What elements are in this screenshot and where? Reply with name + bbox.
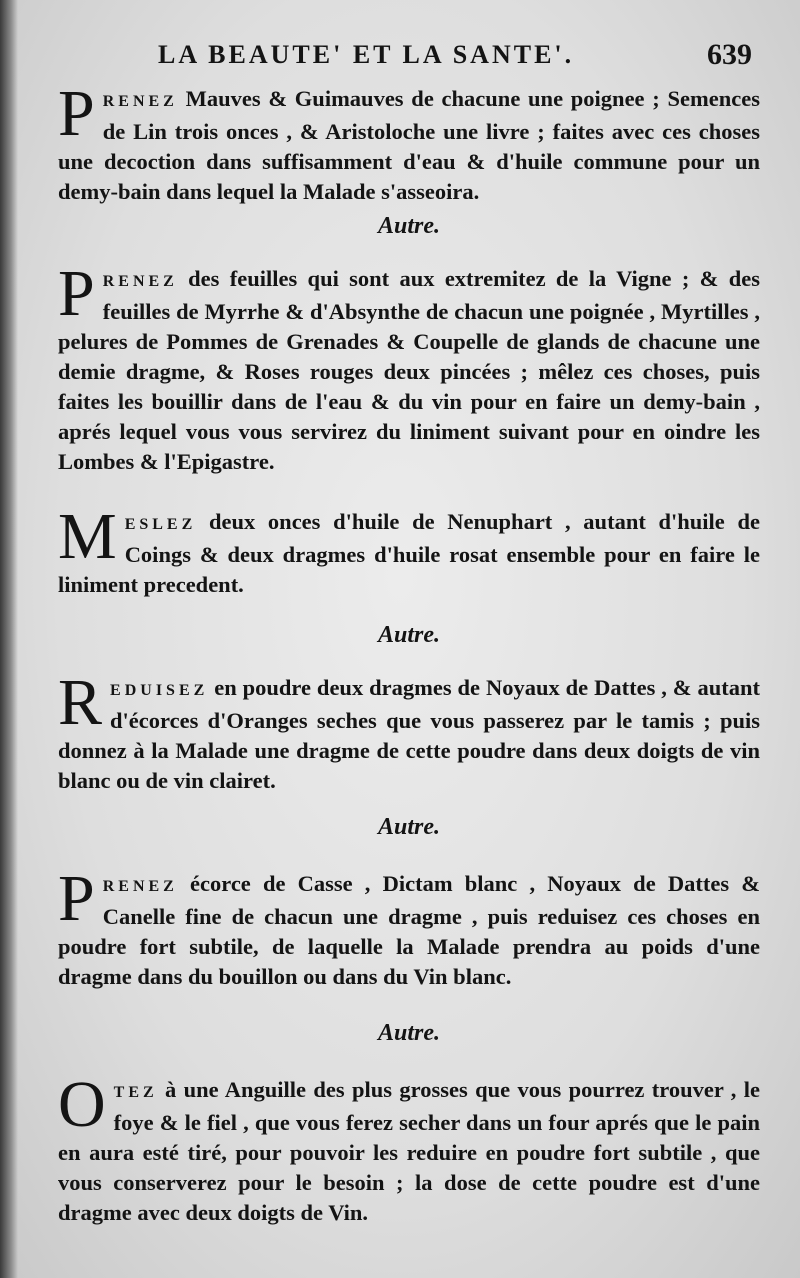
lead-word: RENEZ bbox=[102, 93, 178, 110]
paragraph-text: à une Anguille des plus grosses que vous pourrez trouver , le foye & le fiel , que vous ferez secher dans un four aprés que le pain en aura esté tiré, pour pouvoir les reduire en poudre fort subtile , que vous conserverez pour le besoin ; la dose de cette poudre est d'une dragme avec deux doigts de Vin. bbox=[58, 1077, 760, 1225]
paragraph-vigne bbox=[58, 257, 760, 477]
drop-cap: M bbox=[58, 500, 117, 573]
drop-cap: O bbox=[58, 1068, 106, 1141]
section-heading: Autre. bbox=[377, 213, 440, 239]
drop-cap: P bbox=[58, 862, 95, 935]
lead-word: RENEZ bbox=[102, 878, 178, 895]
paragraph-text: écorce de Casse , Dictam blanc , Noyaux de Dattes & Canelle fine de chacun une dragme , puis reduisez ces choses en poudre fort subtile, de laquelle la Malade prendra au poids d'une dragme dans du bouillon ou dans du Vin blanc. bbox=[58, 871, 760, 989]
paragraph-text: deux onces d'huile de Nenuphart , autant d'huile de Coings & deux dragmes d'huile rosat ensemble pour en faire le liniment precedent. bbox=[58, 509, 760, 597]
lead-word: EDUISEZ bbox=[110, 682, 209, 699]
paragraph-text: Mauves & Guimauves de chacune une poignee ; Semences de Lin trois onces , & Aristoloche une livre ; faites avec ces choses une decoction dans suffisamment d'eau & d'huile commune pour un demy-bain dans lequel la Malade s'asseoira. bbox=[58, 86, 760, 204]
running-title: LA BEAUTE' ET LA SANTE'. bbox=[158, 40, 575, 69]
section-heading: Autre. bbox=[377, 814, 440, 840]
drop-cap: P bbox=[58, 257, 95, 330]
paragraph-mauves bbox=[58, 77, 760, 207]
lead-word: RENEZ bbox=[102, 273, 178, 290]
section-heading: Autre. bbox=[377, 622, 440, 648]
paragraph-casse bbox=[58, 862, 760, 992]
lead-word: TEZ bbox=[113, 1084, 158, 1101]
paragraph-text: des feuilles qui sont aux extremitez de la Vigne ; & des feuilles de Myrrhe & d'Absynthe de chacun une poignée , Myrtilles , pelures de Pommes de Grenades & Coupelle de glands de chacune une demie dragme, & Roses rouges deux pincées ; mêlez ces choses, puis faites les bouillir dans de l'eau & du vin pour en faire un demy-bain , aprés lequel vous vous servirez du liniment suivant pour en oindre les Lombes & l'Epigastre. bbox=[58, 266, 760, 474]
drop-cap: R bbox=[58, 666, 103, 739]
lead-word: ESLEZ bbox=[124, 516, 197, 533]
running-head bbox=[58, 28, 760, 82]
drop-cap: P bbox=[58, 77, 95, 150]
paragraph-dattes bbox=[58, 666, 760, 796]
paragraph-nenuphart bbox=[58, 500, 760, 600]
section-heading: Autre. bbox=[377, 1020, 440, 1046]
paragraph-anguille bbox=[58, 1068, 760, 1228]
page-number: 639 bbox=[707, 38, 752, 71]
paragraph-text: en poudre deux dragmes de Noyaux de Dattes , & autant d'écorces d'Oranges seches que vous passerez par le tamis ; puis donnez à la Malade une dragme de cette poudre dans deux doigts de vin blanc ou de vin clairet. bbox=[58, 675, 760, 793]
